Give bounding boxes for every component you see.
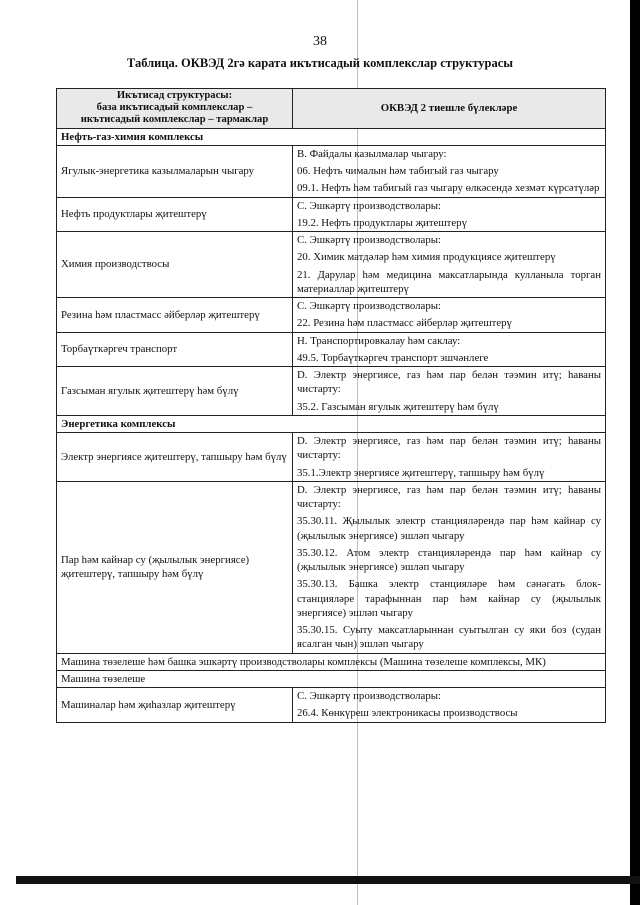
okved-entry: C. Эшкәртү производстволары: (297, 300, 441, 313)
okved-entry: 35.30.12. Атом электр станцияләрендә пар һәм кайнар су (җылылык энергиясе) эшләп чыгару (297, 546, 601, 574)
complex-section-heading: Энергетика комплексы (57, 415, 606, 432)
okved-entry: D. Электр энергиясе, газ һәм пар белән тәэмин итү; һаваны чистарту: (297, 369, 601, 396)
okved-entry: 35.2. Газсыман ягулык җитештерү һәм бүлү (297, 400, 499, 413)
industry-name-cell: Химия производствосы (57, 232, 293, 298)
table-header-row (57, 89, 606, 129)
okved-entry: H. Транспортировкалау һәм саклау: (297, 334, 461, 347)
okved-sections-cell (293, 367, 606, 416)
complex-section-row (57, 128, 606, 145)
table-row (57, 232, 606, 298)
table-row (57, 332, 606, 367)
industry-name-cell: Электр энергиясе җитештерү, тапшыру һәм бүлү (57, 433, 293, 482)
header-left-line: икътисадый комплекслар – тармаклар (80, 114, 269, 126)
okved-sections-cell (293, 232, 606, 298)
okved-entry: C. Эшкәртү производстволары: (297, 690, 441, 703)
scan-bottom-bar (16, 876, 640, 884)
header-economy-structure (57, 89, 293, 129)
okved-sections-cell (293, 332, 606, 367)
scan-edge-bar (630, 0, 640, 905)
table-row (57, 145, 606, 197)
complex-group-label: Машина төзелеше (57, 670, 606, 687)
complex-group-row (57, 653, 606, 670)
economic-structure-table (56, 88, 606, 723)
header-left-line: Икътисад структурасы: (116, 90, 233, 101)
okved-sections-cell (293, 481, 606, 653)
okved-sections-cell (293, 688, 606, 723)
okved-entry: 35.30.11. Җылылык электр станцияләрендә пар һәм кайнар су (җылылык энергиясе) эшләп чыгару (297, 515, 601, 542)
complex-section-heading: Нефть-газ-химия комплексы (57, 128, 606, 145)
okved-entry: 21. Дарулар һәм медицина максатларында кулланыла торган материаллар җитештерү (297, 268, 601, 295)
okved-entry: B. Файдалы казылмалар чыгару: (297, 147, 447, 160)
table-row (57, 433, 606, 482)
industry-name-cell: Ягулык-энергетика казылмаларын чыгару (57, 145, 293, 197)
industry-name-cell: Машиналар һәм җиһазлар җитештерү (57, 688, 293, 723)
okved-entry: 19.2. Нефть продуктлары җитештерү (297, 216, 467, 229)
table-row (57, 298, 606, 333)
table-row (57, 688, 606, 723)
okved-entry: 22. Резина һәм пластмасс әйберләр җитештерү (297, 317, 512, 330)
page-number: 38 (313, 34, 327, 49)
okved-sections-cell (293, 433, 606, 482)
okved-entry: 09.1. Нефть һәм табигый газ чыгару өлкәсендә хезмәт күрсәтүләр (297, 182, 600, 195)
okved-entry: C. Эшкәртү производстволары: (297, 234, 441, 247)
okved-entry: 35.30.15. Суыту максатларыннан суытылган су яки боз (судан ясалган чын) эшләп чыгару (297, 624, 601, 651)
header-left-line: база икътисадый комплекслар – (96, 102, 253, 114)
header-okved-sections: ОКВЭД 2 тиешле бүлекләре (293, 89, 606, 129)
okved-entry: 49.5. Торбаүткәргеч транспорт эшчәнлеге (297, 351, 489, 364)
okved-entry: 35.30.13. Башка электр станцияләре һәм сәнәгать блок-станцияләре тарафыннан пар һәм кайнар су (җылылык энергиясе) эшләп чыгару (297, 578, 601, 619)
industry-name-cell: Резина һәм пластмасс әйберләр җитештерү (57, 298, 293, 333)
okved-entry: D. Электр энергиясе, газ һәм пар белән тәэмин итү; һаваны чистарту: (297, 483, 601, 511)
industry-name-cell: Нефть продуктлары җитештерү (57, 197, 293, 232)
okved-entry: 06. Нефть чималын һәм табигый газ чыгару (297, 165, 499, 178)
industry-name-cell: Торбаүткәргеч транспорт (57, 332, 293, 367)
table-row (57, 481, 606, 653)
okved-sections-cell (293, 145, 606, 197)
table-row (57, 197, 606, 232)
table-row (57, 367, 606, 416)
okved-sections-cell (293, 197, 606, 232)
industry-name-cell: Газсыман ягулык җитештерү һәм бүлү (57, 367, 293, 416)
okved-entry: D. Электр энергиясе, газ һәм пар белән тәэмин итү; һаваны чистарту: (297, 435, 601, 462)
okved-entry: 35.1.Электр энергиясе җитештерү, тапшыру һәм бүлү (297, 466, 545, 479)
okved-entry: 26.4. Көнкүреш электроникасы производствосы (297, 707, 518, 720)
complex-group-label: Машина төзелеше һәм башка эшкәртү производстволары комплексы (Машина төзелеше комплексы, МК) (57, 653, 606, 670)
okved-entry: 20. Химик матдәләр һәм химия продукциясе җитештерү (297, 251, 556, 264)
okved-entry: C. Эшкәртү производстволары: (297, 199, 441, 212)
okved-sections-cell (293, 298, 606, 333)
table-title: Таблица. ОКВЭД 2гә карата икътисадый комплекслар структурасы (126, 56, 514, 70)
complex-section-row (57, 415, 606, 432)
complex-group-row (57, 670, 606, 687)
industry-name-cell: Пар һәм кайнар су (җылылык энергиясе) җитештерү, тапшыру һәм бүлү (57, 481, 293, 653)
table-body (57, 128, 606, 722)
